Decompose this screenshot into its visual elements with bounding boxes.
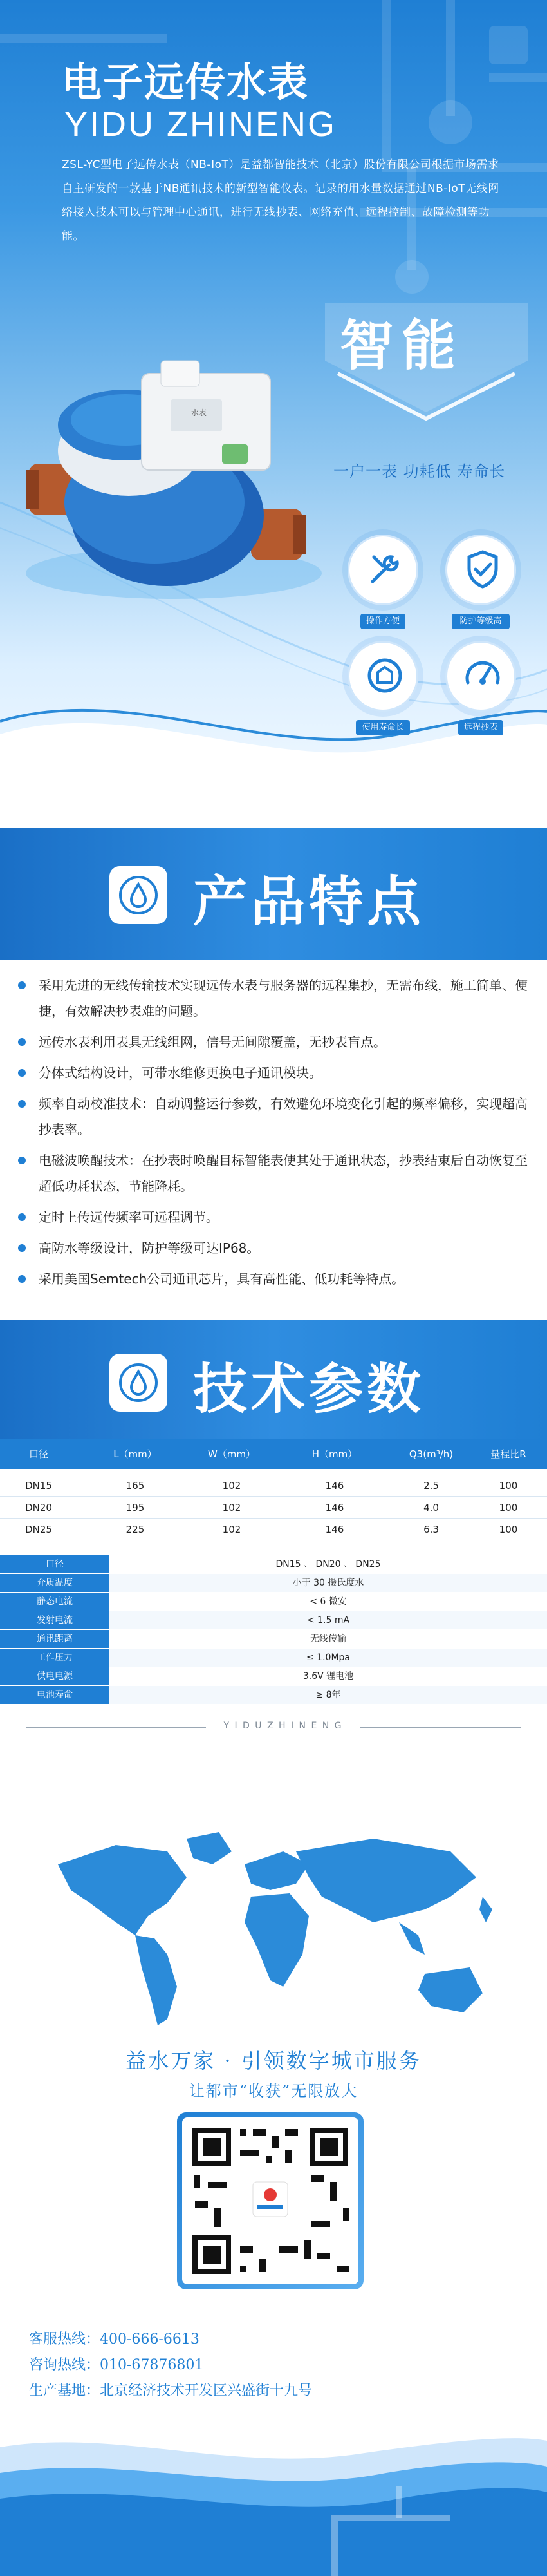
features-section-header (0, 828, 547, 963)
table-row: 介质温度 小于 30 摄氏度水 (0, 1574, 547, 1592)
feature-long-life (348, 641, 418, 712)
coin-lifespan-icon (364, 654, 406, 697)
droplet-icon (109, 1354, 167, 1412)
qr-code[interactable] (182, 2117, 358, 2284)
bullet-icon (18, 1275, 26, 1283)
feature-label: 使用寿命长 (356, 720, 410, 735)
consult-hotline: 咨询热线：010-67876801 (29, 2357, 204, 2373)
table-header-cell: W（mm） (207, 1448, 256, 1460)
table-header-cell: 口径 (28, 1448, 48, 1460)
feature-label: 远程抄表 (458, 720, 503, 735)
section-icon (109, 866, 167, 924)
product-intro: ZSL-YC型电子远传水表（NB-IoT）是益都智能技术（北京）股份有限公司根据市场需求自主研发的一款基于NB通讯技术的新型智能仪表。记录的用水量数据通过NB-IoT无线网络接入技术可以与管理中心通讯，进行无线抄表、网络充值、远程控制、故障检测等功能。 (62, 158, 499, 243)
features-tagline: 一户一表 功耗低 寿命长 (333, 462, 506, 480)
footer-section (0, 1826, 547, 2576)
meter-module-label: 水表 (191, 408, 207, 417)
section-icon (109, 1354, 167, 1412)
spec-table-header (0, 1439, 547, 1469)
world-map-image (39, 1826, 508, 2038)
hero-banner (0, 0, 547, 831)
feature-remote-reading (445, 641, 516, 712)
service-hotline: 客服热线：400-666-6613 (29, 2331, 199, 2347)
bullet-icon (18, 981, 26, 989)
footer-wave-graphic (0, 2409, 547, 2576)
bullet-icon (18, 1213, 26, 1221)
table-row: 发射电流 < 1.5 mA (0, 1611, 547, 1629)
list-item: 频率自动校准技术：自动调整运行参数，有效避免环境变化引起的频率偏移，实现超高抄表率。 (39, 1091, 528, 1142)
feature-high-protection (445, 535, 516, 605)
bullet-icon (18, 1069, 26, 1077)
footer-subslogan: 让都市“收获”无限放大 (189, 2082, 358, 2100)
bullet-icon (18, 1157, 26, 1164)
feature-label: 操作方便 (360, 614, 405, 629)
divider-text: Y I D U Z H I N E N G (223, 1721, 343, 1731)
table-header-cell: Q3(m³/h) (409, 1448, 454, 1460)
table-row: DN20 195 102 146 4.0 100 (0, 1497, 547, 1519)
table-row: 通讯距离 无线传输 (0, 1630, 547, 1648)
droplet-icon (109, 866, 167, 924)
section-title: 产品特点 (193, 870, 425, 933)
table-header-cell: L（mm） (113, 1448, 157, 1460)
wrench-screwdriver-icon (364, 548, 406, 591)
product-title: 电子远传水表 (62, 59, 310, 106)
table-header-cell: 量程比R (490, 1448, 526, 1460)
section-title: 技术参数 (193, 1358, 425, 1421)
table-row: 供电电源 3.6V 锂电池 (0, 1667, 547, 1685)
list-item: 电磁波唤醒技术：在抄表时唤醒目标智能表使其处于通讯状态，抄表结束后自动恢复至超低功耗状态，节能降耗。 (39, 1148, 528, 1199)
divider-line (360, 1727, 521, 1728)
smart-heading: 智能 (340, 314, 464, 377)
bullet-icon (18, 1038, 26, 1046)
table-row: 工作压力 ≤ 1.0Mpa (0, 1649, 547, 1667)
list-item: 远传水表利用表具无线组网，信号无间隙覆盖，无抄表盲点。 (39, 1029, 528, 1055)
qr-code-icon (182, 2117, 358, 2284)
list-item: 采用先进的无线传输技术实现远传水表与服务器的远程集抄，无需布线，施工简单、便捷，有效解决抄表难的问题。 (39, 972, 528, 1024)
table-header-cell: H（mm） (311, 1448, 358, 1460)
bullet-icon (18, 1100, 26, 1108)
list-item: 采用美国Semtech公司通讯芯片，具有高性能、低功耗等特点。 (39, 1266, 528, 1292)
brand-name: YIDU ZHINENG (64, 105, 337, 144)
table-row: 口径 DN15 、 DN20 、 DN25 (0, 1555, 547, 1573)
bullet-icon (18, 1244, 26, 1252)
footer-slogan: 益水万家 · 引领数字城市服务 (125, 2049, 422, 2073)
feature-label: 防护等级高 (452, 614, 510, 629)
params-section-header (0, 1320, 547, 1446)
list-item: 定时上传远传频率可远程调节。 (39, 1204, 528, 1230)
qr-frame (177, 2112, 364, 2289)
table-row: DN15 165 102 146 2.5 100 (0, 1475, 547, 1497)
water-meter-image (26, 361, 322, 599)
list-item: 高防水等级设计，防护等级可达IP68。 (39, 1235, 528, 1261)
list-item: 分体式结构设计，可带水维修更换电子通讯模块。 (39, 1060, 528, 1086)
divider-line (26, 1727, 206, 1728)
production-base: 生产基地：北京经济技术开发区兴盛街十九号 (29, 2383, 313, 2399)
table-row: 静态电流 < 6 微安 (0, 1593, 547, 1611)
table-row: DN25 225 102 146 6.3 100 (25, 1524, 518, 1535)
feature-easy-operation (348, 535, 418, 605)
feature-list (0, 960, 547, 1314)
gauge-icon (461, 654, 504, 697)
shield-check-icon (461, 548, 504, 591)
brand-divider (0, 1718, 547, 1738)
param-table (0, 1555, 547, 1705)
table-row: 电池寿命 ≥ 8年 (0, 1686, 547, 1704)
